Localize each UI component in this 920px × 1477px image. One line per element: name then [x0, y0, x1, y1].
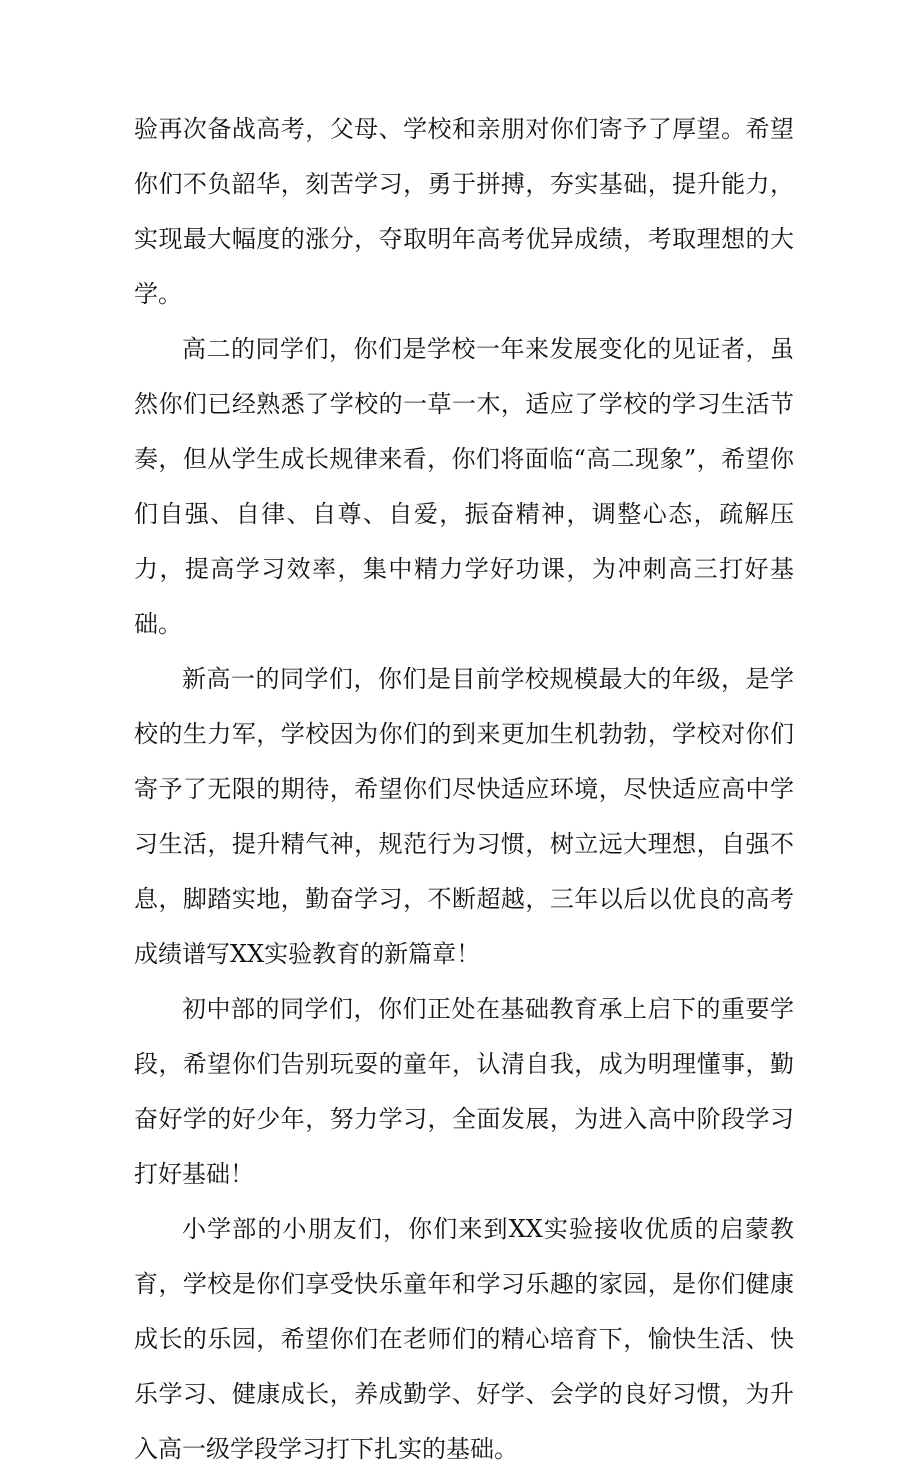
paragraph-junior-high: 初中部的同学们，你们正处在基础教育承上启下的重要学段，希望你们告别玩耍的童年，认清自我，成为明理懂事，勤奋好学的好少年，努力学习，全面发展，为进入高中阶段学习打好基础！ — [134, 995, 794, 1188]
paragraph-primary-school: 小学部的小朋友们，你们来到XX实验接收优质的启蒙教育，学校是你们享受快乐童年和学习乐趣的家园，是你们健康成长的乐园，希望你们在老师们的精心培育下，愉快生活、快乐学习、健康成长，养成勤学、好学、会学的良好习惯，为升入高一级学段学习打下扎实的基础。 — [134, 1215, 794, 1463]
document-body — [134, 102, 794, 1477]
paragraph-senior-two: 高二的同学们，你们是学校一年来发展变化的见证者，虽然你们已经熟悉了学校的一草一木，适应了学校的学习生活节奏，但从学生成长规律来看，你们将面临“高二现象”，希望你们自强、自律、自尊、自爱，振奋精神，调整心态，疏解压力，提高学习效率，集中精力学好功课，为冲刺高三打好基础。 — [134, 335, 794, 638]
paragraph-senior-one: 新高一的同学们，你们是目前学校规模最大的年级，是学校的生力军，学校因为你们的到来更加生机勃勃，学校对你们寄予了无限的期待，希望你们尽快适应环境，尽快适应高中学习生活，提升精气神，规范行为习惯，树立远大理想，自强不息，脚踏实地，勤奋学习，不断超越，三年以后以优良的高考成绩谱写XX实验教育的新篇章！ — [134, 665, 794, 968]
paragraph-continuation: 验再次备战高考，父母、学校和亲朋对你们寄予了厚望。希望你们不负韶华，刻苦学习，勇于拼搏，夯实基础，提升能力，实现最大幅度的涨分，夺取明年高考优异成绩，考取理想的大学。 — [134, 115, 794, 308]
